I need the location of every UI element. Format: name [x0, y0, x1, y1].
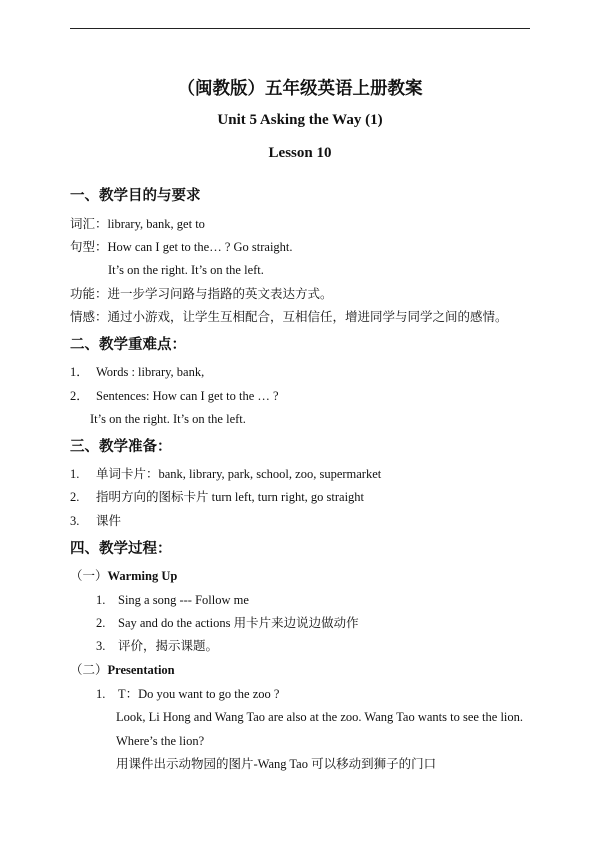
- vocab-line: 词汇：library, bank, get to: [70, 217, 205, 231]
- list-item: [70, 489, 364, 505]
- list-number: 1.: [70, 467, 80, 481]
- part1-title: Warming Up: [107, 569, 178, 583]
- lesson-title: Lesson 10: [268, 145, 332, 161]
- part2-title: Presentation: [107, 663, 175, 677]
- list-item: [70, 466, 381, 482]
- presentation-line: Where’s the lion?: [116, 734, 205, 748]
- list-number: 1.: [96, 593, 106, 607]
- list-item: [70, 513, 121, 529]
- header-rule: [70, 28, 530, 29]
- list-text: T：Do you want to go the zoo ?: [118, 687, 280, 701]
- list-text: 课件: [96, 514, 122, 528]
- section4-heading: 四、教学过程：: [70, 541, 172, 557]
- list-item: [96, 592, 249, 608]
- list-number: 1．: [70, 365, 89, 379]
- list-number: 3.: [70, 514, 80, 528]
- list-number: 2．: [70, 389, 89, 403]
- ability-line: 功能：进一步学习问路与指路的英文表达方式。: [70, 287, 333, 301]
- unit-title: Unit 5 Asking the Way (1): [217, 112, 383, 128]
- list-number: 2.: [70, 490, 80, 504]
- list-item: [96, 638, 218, 654]
- list-item: [96, 686, 279, 702]
- part1-heading: [70, 568, 177, 584]
- list-item: [70, 388, 279, 404]
- section3-heading: 三、教学准备：: [70, 439, 172, 455]
- doc-title: （闽教版）五年级英语上册教案: [177, 78, 423, 98]
- section2-heading: 二、教学重难点：: [70, 337, 186, 353]
- sentence-pattern-line: 句型：How can I get to the… ? Go straight.: [70, 240, 293, 254]
- list-number: 1.: [96, 687, 106, 701]
- list-text: Sing a song --- Follow me: [118, 593, 249, 607]
- list-text: Sentences: How can I get to the … ?: [96, 389, 279, 403]
- list-text: Words : library, bank,: [96, 365, 205, 379]
- part2-prefix: （二）: [70, 663, 108, 677]
- presentation-line: Look, Li Hong and Wang Tao are also at the zoo. Wang Tao wants to see the lion.: [116, 710, 524, 724]
- list-text: 指明方向的图标卡片 turn left, turn right, go straight: [96, 490, 365, 504]
- list-item: [96, 615, 359, 631]
- list-number: 2.: [96, 616, 106, 630]
- list-item: [70, 364, 204, 380]
- presentation-line: 用课件出示动物园的图片-Wang Tao 可以移动到狮子的门口: [116, 757, 437, 771]
- list-text: 评价，揭示课题。: [118, 639, 219, 653]
- section1-heading: 一、教学目的与要求: [70, 188, 201, 204]
- emotion-line: 情感：通过小游戏，让学生互相配合，互相信任，增进同学与同学之间的感情。: [70, 310, 508, 324]
- part1-prefix: （一）: [70, 569, 108, 583]
- sentence-pattern-cont: It’s on the right. It’s on the left.: [108, 263, 264, 277]
- list-number: 3.: [96, 639, 106, 653]
- part2-heading: [70, 662, 175, 678]
- list-text: 单词卡片：bank, library, park, school, zoo, supermarket: [96, 467, 382, 481]
- list-item-cont: It’s on the right. It’s on the left.: [90, 412, 246, 426]
- list-text: Say and do the actions 用卡片来边说边做动作: [118, 616, 359, 630]
